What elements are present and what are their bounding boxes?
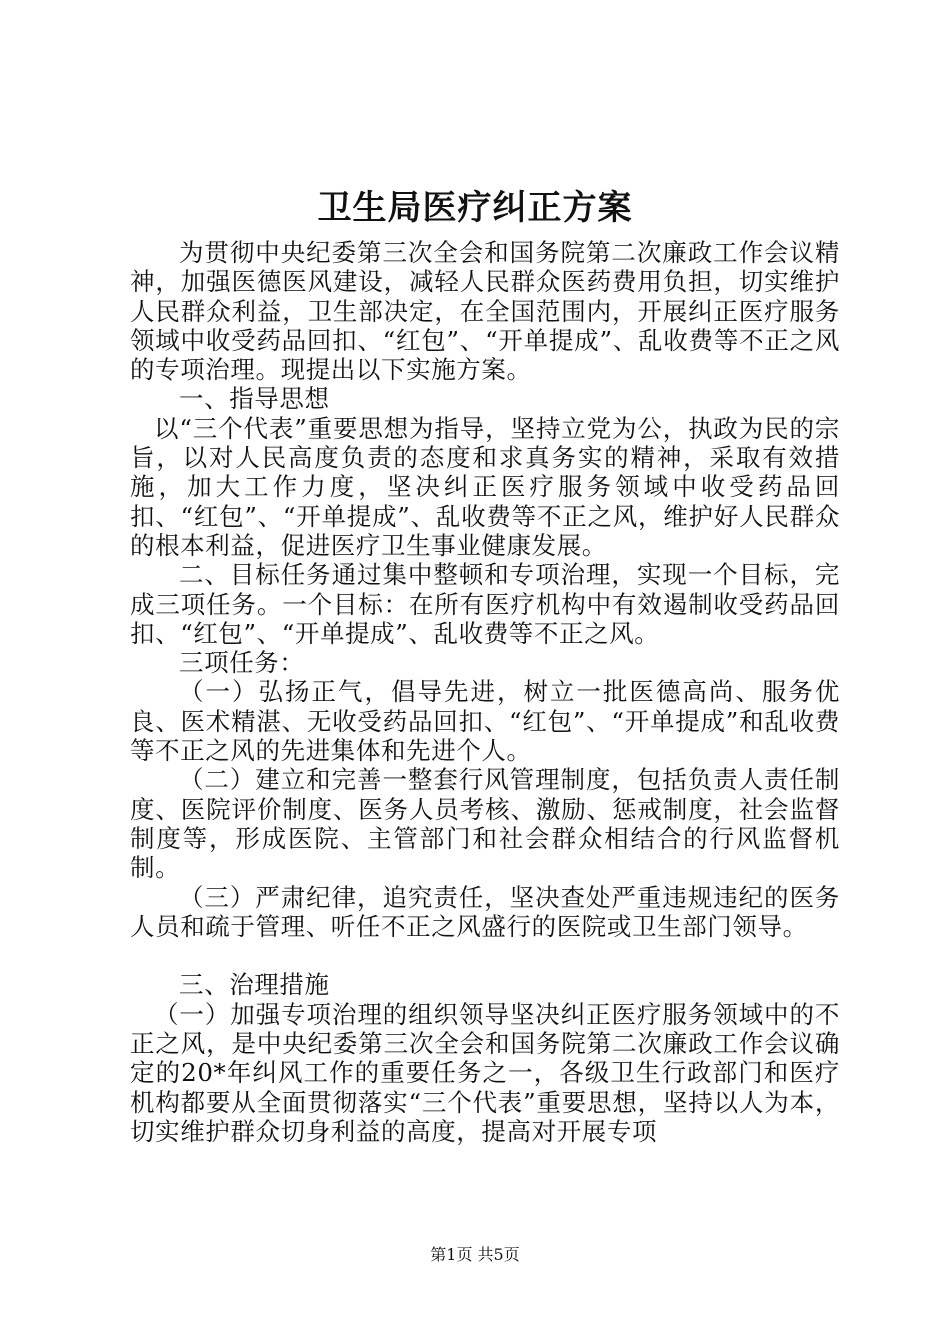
- three-tasks-heading: 三项任务：: [179, 648, 305, 678]
- task-two-paragraph: （二）建立和完善一整套行风管理制度，包括负责人责任制度、医院评价制度、医务人员考核、激励、惩戒制度，社会监督制度等，形成医院、主管部门和社会群众相结合的行风监督机制。: [130, 765, 840, 883]
- document-title: 卫生局医疗纠正方案: [317, 188, 633, 228]
- paragraph-spacer: [130, 941, 840, 970]
- objectives-paragraph: 二、目标任务通过集中整顿和专项治理，实现一个目标，完成三项任务。一个目标：在所有医疗机构中有效遏制收受药品回扣、“红包”、“开单提成”、乱收费等不正之风。: [130, 560, 840, 648]
- document-body: [130, 238, 840, 1146]
- intro-paragraph: 为贯彻中央纪委第三次全会和国务院第二次廉政工作会议精神，加强医德医风建设，减轻人民群众医药费用负担，切实维护人民群众利益，卫生部决定，在全国范围内，开展纠正医疗服务领域中收受药品回扣、“红包”、“开单提成”、乱收费等不正之风的专项治理。现提出以下实施方案。: [130, 238, 840, 385]
- page-number-footer: 第1页 共5页: [430, 1245, 520, 1264]
- guiding-ideology-paragraph: 以“三个代表”重要思想为指导，坚持立党为公，执政为民的宗旨，以对人民高度负责的态度和求真务实的精神，采取有效措施，加大工作力度，坚决纠正医疗服务领域中收受药品回扣、“红包”、“开单提成”、乱收费等不正之风，维护好人民群众的根本利益，促进医疗卫生事业健康发展。: [130, 413, 840, 560]
- task-one-paragraph: （一）弘扬正气，倡导先进，树立一批医德高尚、服务优良、医术精湛、无收受药品回扣、“红包”、“开单提成”和乱收费等不正之风的先进集体和先进个人。: [130, 677, 840, 766]
- section-heading-guiding-ideology: 一、指导思想: [179, 384, 330, 414]
- measure-one-paragraph: （一）加强专项治理的组织领导坚决纠正医疗服务领域中的不正之风，是中央纪委第三次全会和国务院第二次廉政工作会议确定的20*年纠风工作的重要任务之一，各级卫生行政部门和医疗机构都要从全面贯彻落实“三个代表”重要思想，坚持以人为本，切实维护群众切身利益的高度，提高对开展专项: [130, 999, 840, 1146]
- section-heading-measures: 三、治理措施: [179, 970, 330, 1000]
- task-three-paragraph: （三）严肃纪律，追究责任，坚决查处严重违规违纪的医务人员和疏于管理、听任不正之风盛行的医院或卫生部门领导。: [130, 882, 840, 941]
